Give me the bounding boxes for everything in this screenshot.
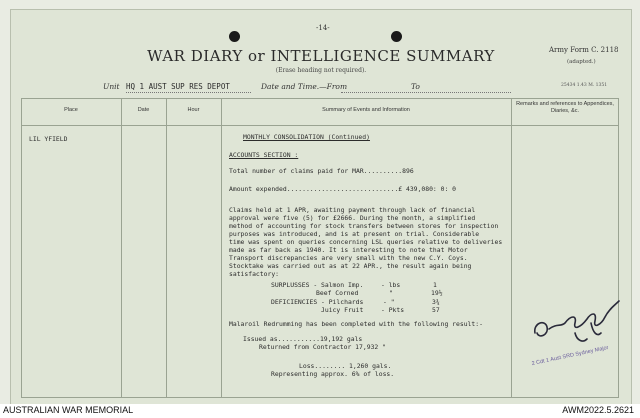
representing-line: Representing approx. 6% of loss. [271, 370, 395, 378]
footer-source: AUSTRALIAN WAR MEMORIAL [3, 405, 134, 415]
col-divider [618, 98, 619, 398]
place-entry: LIL YFIELD [29, 135, 68, 143]
deficiencies-unit: - " [383, 298, 395, 306]
unit-stamp: 2 Cdt 1 Aust SRD Sydney Major [531, 344, 610, 368]
column-header-summary: Summary of Events and Information [322, 107, 410, 113]
unit-rule [126, 92, 251, 93]
print-code: 25434 1.43 M. 1351 [561, 83, 608, 88]
col-divider [221, 98, 222, 398]
col-divider [121, 98, 122, 398]
paragraph-line: Stocktake was carried out as at 22 APR., the result again being [229, 262, 472, 270]
paragraph-line: made as far back as 1940. It is interesting to note that Motor [229, 246, 468, 254]
page-number: -14- [316, 24, 330, 32]
form-number: Army Form C. 2118 [549, 46, 619, 54]
amount-expended-line: Amount expended.............................£ 439,080: 0: 0 [229, 185, 457, 193]
malaroil-line: Malaroil Redrumming has been completed with the following result:- [229, 320, 483, 328]
section-heading: MONTHLY CONSOLIDATION (Continued) [243, 133, 370, 141]
diary-sheet [10, 9, 632, 406]
beef-qty: 19½ [431, 289, 443, 297]
form-adapted: (adapted.) [567, 59, 596, 65]
paragraph-line: satisfactory: [229, 270, 280, 278]
loss-line: Loss........ 1,260 gals. [299, 362, 392, 370]
date-time-label: Date and Time.—From [261, 82, 348, 91]
unit-value: HQ 1 AUST SUP RES DEPOT [126, 82, 230, 91]
surpluses-qty: 1 [433, 281, 437, 289]
col-divider [166, 98, 167, 398]
column-header-date: Date [137, 107, 150, 113]
paragraph-line: approval were five (5) for £2666. During the month, a simplified [229, 214, 476, 222]
juicy-label: Juicy Fruit [321, 306, 364, 314]
juicy-unit: - Pkts [381, 306, 405, 314]
to-label: To [411, 82, 420, 91]
paragraph-line: time was spent on queries concerning LSL queries relative to deliveries [229, 238, 503, 246]
column-header-hour: Hour [187, 107, 200, 113]
date-rule [341, 92, 511, 93]
row-divider [21, 397, 619, 398]
surpluses-unit: - lbs [381, 281, 401, 289]
accounts-section-heading: ACCOUNTS SECTION : [229, 151, 299, 159]
juicy-qty: 57 [432, 306, 440, 314]
returned-line: Returned from Contractor 17,932 " [259, 343, 386, 351]
row-divider [21, 125, 619, 126]
col-divider [21, 98, 22, 398]
page-title: WAR DIARY or INTELLIGENCE SUMMARY [147, 47, 495, 65]
beef-unit: " [389, 289, 393, 297]
paragraph-line: method of accounting for stock transfers between stores for inspection [229, 222, 499, 230]
beef-label: Beef Corned [316, 289, 359, 297]
paragraph-line: purposes was introduced, and is at present on trial. Considerable [229, 230, 480, 238]
page-subtitle: (Erase heading not required). [275, 67, 367, 74]
claims-paid-line: Total number of claims paid for MAR..........896 [229, 167, 414, 175]
deficiencies-label: DEFICIENCIES - Pilchards [271, 298, 364, 306]
deficiencies-qty: 3¾ [432, 298, 440, 306]
row-divider [21, 98, 619, 99]
punch-hole-left [229, 31, 240, 42]
surpluses-label: SURPLUSSES - Salmon Imp. [271, 281, 364, 289]
issued-line: Issued as...........19,192 gals [243, 335, 363, 343]
handwritten-signature [531, 293, 631, 348]
column-header-remarks: Remarks and references to Appendices, Diaries, &c. [516, 101, 614, 114]
footer-reference: AWM2022.5.2621 [562, 405, 634, 415]
diary-table [21, 98, 619, 398]
punch-hole-right [391, 31, 402, 42]
paragraph-line: Transport discrepancies are very small with the new C.Y. Coys. [229, 254, 468, 262]
col-divider [511, 98, 512, 398]
paragraph-line: Claims held at 1 APR, awaiting payment through lack of financial [229, 206, 476, 214]
unit-label: Unit [103, 82, 120, 91]
column-header-place: Place [64, 107, 78, 113]
